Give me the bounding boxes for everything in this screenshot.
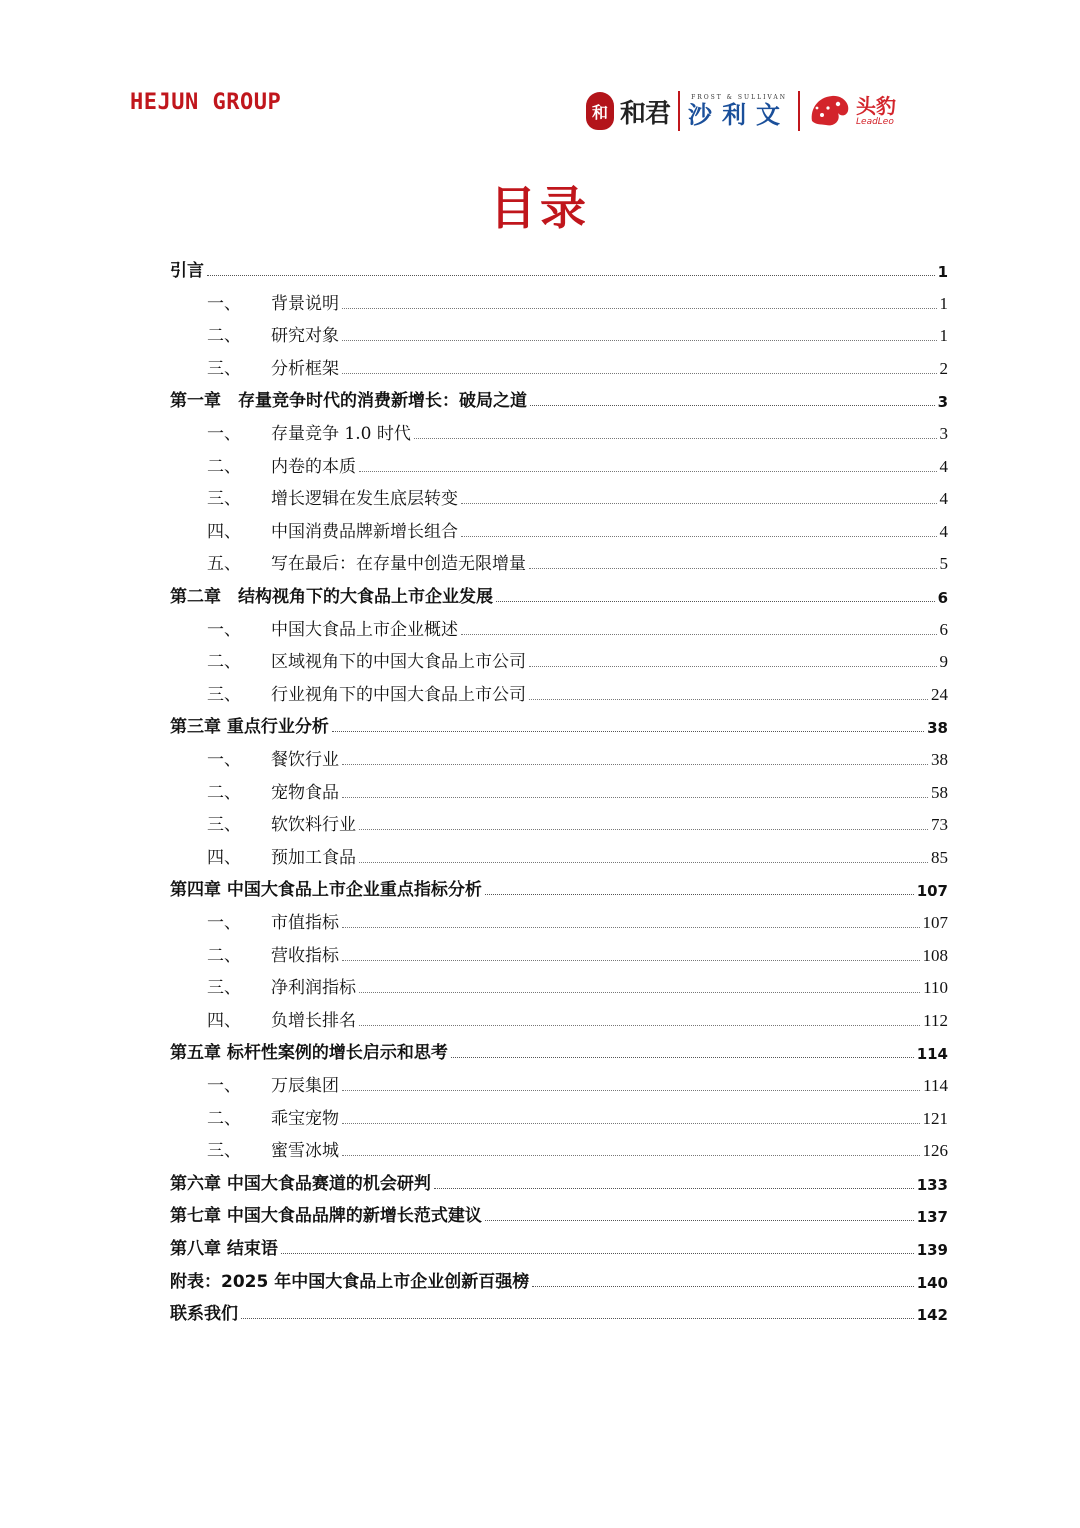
toc-chapter-entry[interactable] <box>170 249 948 281</box>
toc-leader-dots <box>359 828 928 830</box>
frost-logo-en: FROST & SULLIVAN <box>691 93 787 101</box>
toc-page-number: 126 <box>922 1141 948 1161</box>
toc-entry-label: 第三章 重点行业分析 <box>170 717 329 738</box>
toc-entry-number: 二、 <box>207 652 241 673</box>
toc-entry-number: 三、 <box>207 978 241 999</box>
toc-page-number: 108 <box>922 945 948 965</box>
toc-page-number: 121 <box>922 1108 948 1128</box>
toc-entry-number: 二、 <box>207 456 241 477</box>
toc-section-entry[interactable] <box>207 542 948 574</box>
toc-leader-dots <box>359 470 937 472</box>
toc-entry-number: 一、 <box>207 750 241 770</box>
toc-chapter-entry[interactable] <box>170 1292 948 1324</box>
toc-chapter-entry[interactable] <box>170 1031 948 1063</box>
toc-leader-dots <box>342 796 928 798</box>
toc-page-number: 4 <box>939 456 948 476</box>
leadleo-logo <box>808 91 896 131</box>
toc-page-number: 4 <box>939 489 948 509</box>
toc-entry-number: 二、 <box>207 1108 241 1129</box>
toc-page-number: 107 <box>916 882 948 901</box>
toc-entry-label: 宠物食品 <box>271 782 339 803</box>
toc-chapter-entry[interactable] <box>170 1260 948 1292</box>
toc-page-number: 139 <box>916 1241 948 1259</box>
toc-section-entry[interactable] <box>207 445 948 477</box>
toc-leader-dots <box>485 1219 914 1221</box>
toc-chapter-entry[interactable] <box>170 379 948 411</box>
toc-entry-label: 研究对象 <box>271 326 339 347</box>
toc-entry-label: 中国大食品上市企业概述 <box>271 619 458 640</box>
toc-leader-dots <box>342 926 920 928</box>
toc-leader-dots <box>342 307 937 309</box>
toc-section-entry[interactable] <box>207 608 948 640</box>
toc-page-number: 110 <box>923 978 948 998</box>
toc-leader-dots <box>241 1317 914 1319</box>
leadleo-logo-cn: 头豹 <box>856 94 897 118</box>
toc-page-number: 58 <box>931 782 948 802</box>
toc-entry-number: 一、 <box>207 1076 241 1096</box>
logo-divider <box>798 91 800 131</box>
toc-section-entry[interactable] <box>207 347 948 379</box>
toc-section-entry[interactable] <box>207 510 948 542</box>
toc-entry-label: 第八章 结束语 <box>170 1239 278 1259</box>
toc-section-entry[interactable] <box>207 1129 948 1161</box>
toc-section-entry[interactable] <box>207 836 948 868</box>
toc-chapter-entry[interactable] <box>170 868 948 900</box>
toc-leader-dots <box>281 1252 914 1254</box>
toc-entry-number: 三、 <box>207 1141 241 1162</box>
toc-section-entry[interactable] <box>207 803 948 835</box>
toc-section-entry[interactable] <box>207 738 948 770</box>
toc-section-entry[interactable] <box>207 966 948 998</box>
toc-chapter-entry[interactable] <box>170 575 948 607</box>
toc-entry-label: 引言 <box>170 261 204 281</box>
hejun-logo <box>586 92 670 130</box>
toc-entry-label: 营收指标 <box>271 945 339 966</box>
toc-section-entry[interactable] <box>207 282 948 314</box>
toc-entry-label: 区域视角下的中国大食品上市公司 <box>271 652 526 673</box>
toc-entry-label: 第七章 中国大食品品牌的新增长范式建议 <box>170 1206 482 1227</box>
toc-section-entry[interactable] <box>207 477 948 509</box>
toc-chapter-entry[interactable] <box>170 1162 948 1194</box>
toc-page-number: 140 <box>916 1273 948 1292</box>
toc-page-number: 137 <box>916 1208 948 1227</box>
toc-entry-label: 分析框架 <box>271 358 339 379</box>
toc-leader-dots <box>461 535 937 537</box>
header-group-name: HEJUN GROUP <box>130 90 282 115</box>
toc-entry-label: 第一章 存量竞争时代的消费新增长：破局之道 <box>170 391 527 412</box>
toc-entry-label: 中国消费品牌新增长组合 <box>271 521 458 542</box>
toc-leader-dots <box>342 959 920 961</box>
toc-entry-label: 内卷的本质 <box>271 456 356 477</box>
toc-entry-label: 第二章 结构视角下的大食品上市企业发展 <box>170 587 493 607</box>
leopard-icon <box>808 91 852 131</box>
toc-leader-dots <box>529 665 937 667</box>
toc-leader-dots <box>342 763 928 765</box>
toc-page-number: 133 <box>916 1175 948 1194</box>
toc-page-number: 114 <box>916 1045 948 1064</box>
toc-section-entry[interactable] <box>207 999 948 1031</box>
toc-entry-label: 市值指标 <box>271 913 339 933</box>
toc-entry-label: 第六章 中国大食品赛道的机会研判 <box>170 1173 431 1194</box>
toc-page-number: 38 <box>931 750 948 769</box>
toc-entry-label: 预加工食品 <box>271 847 356 868</box>
toc-entry-number: 三、 <box>207 815 241 836</box>
toc-section-entry[interactable] <box>207 1064 948 1096</box>
toc-leader-dots <box>529 567 937 569</box>
toc-leader-dots <box>532 1285 913 1287</box>
toc-entry-label: 存量竞争 1.0 时代 <box>271 424 411 444</box>
toc-page-number: 1 <box>939 293 948 313</box>
toc-section-entry[interactable] <box>207 771 948 803</box>
frost-sullivan-logo <box>688 94 790 129</box>
toc-leader-dots <box>342 339 937 341</box>
toc-entry-number: 三、 <box>207 489 241 510</box>
toc-leader-dots <box>461 502 937 504</box>
toc-leader-dots <box>342 372 937 374</box>
toc-entry-number: 一、 <box>207 424 241 444</box>
toc-entry-number: 二、 <box>207 945 241 966</box>
toc-leader-dots <box>359 991 920 993</box>
toc-entry-number: 五、 <box>207 554 241 575</box>
toc-entry-label: 背景说明 <box>271 293 339 314</box>
logo-divider <box>678 91 680 131</box>
toc-page-number: 9 <box>939 652 948 672</box>
page-title: 目录 <box>490 181 590 235</box>
toc-page-number: 73 <box>931 815 948 835</box>
toc-entry-label: 联系我们 <box>170 1304 238 1325</box>
toc-leader-dots <box>342 1154 920 1156</box>
toc-page-number: 114 <box>923 1076 948 1095</box>
toc-entry-label: 第四章 中国大食品上市企业重点指标分析 <box>170 880 482 901</box>
toc-page-number: 1 <box>937 263 948 281</box>
toc-leader-dots <box>496 600 935 602</box>
toc-entry-label: 净利润指标 <box>271 978 356 999</box>
toc-leader-dots <box>451 1056 914 1058</box>
toc-leader-dots <box>332 730 924 732</box>
toc-page-number: 24 <box>931 684 948 704</box>
toc-leader-dots <box>359 1024 920 1026</box>
toc-entry-label: 蜜雪冰城 <box>271 1141 339 1162</box>
toc-entry-number: 四、 <box>207 1010 241 1031</box>
partner-logos <box>586 86 948 136</box>
toc-page-number: 6 <box>937 589 948 607</box>
toc-leader-dots <box>485 893 914 895</box>
toc-section-entry[interactable] <box>207 1097 948 1129</box>
toc-page-number: 5 <box>939 554 948 574</box>
toc-chapter-entry[interactable] <box>170 1227 948 1259</box>
hejun-seal-icon: 和 <box>586 92 614 130</box>
toc-leader-dots <box>434 1187 914 1189</box>
toc-entry-number: 三、 <box>207 358 241 379</box>
toc-page-number: 1 <box>939 326 948 346</box>
toc-leader-dots <box>207 274 935 276</box>
toc-section-entry[interactable] <box>207 901 948 933</box>
toc-chapter-entry[interactable] <box>170 705 948 737</box>
toc-entry-label: 写在最后：在存量中创造无限增量 <box>271 554 526 575</box>
frost-logo-cn: 沙利文 <box>688 100 791 129</box>
toc-entry-label: 软饮料行业 <box>271 815 356 836</box>
leadleo-logo-en: LeadLeo <box>856 117 894 127</box>
toc-section-entry[interactable] <box>207 412 948 444</box>
toc-section-entry[interactable] <box>207 314 948 346</box>
toc-page-number: 85 <box>931 847 948 867</box>
toc-entry-number: 四、 <box>207 521 241 542</box>
toc-leader-dots <box>461 633 937 635</box>
toc-entry-number: 四、 <box>207 847 241 868</box>
hejun-logo-text: 和君 <box>620 98 671 129</box>
toc-entry-label: 万辰集团 <box>271 1076 339 1096</box>
toc-page-number: 6 <box>939 619 948 639</box>
toc-page-number: 107 <box>922 913 948 932</box>
toc-page-number: 38 <box>927 719 948 738</box>
toc-section-entry[interactable] <box>207 673 948 705</box>
toc-entry-number: 一、 <box>207 293 241 314</box>
toc-page-number: 2 <box>939 358 948 378</box>
toc-chapter-entry[interactable] <box>170 1194 948 1226</box>
toc-entry-label: 乖宝宠物 <box>271 1108 339 1129</box>
toc-page-number: 112 <box>923 1010 948 1030</box>
toc-entry-label: 行业视角下的中国大食品上市公司 <box>271 684 526 705</box>
toc-page-number: 3 <box>939 424 948 443</box>
toc-leader-dots <box>342 1089 920 1091</box>
toc-page-number: 3 <box>937 393 948 412</box>
toc-entry-label: 附表：2025 年中国大食品上市企业创新百强榜 <box>170 1271 530 1292</box>
toc-page-number: 4 <box>939 521 948 541</box>
toc-leader-dots <box>342 1122 920 1124</box>
toc-section-entry[interactable] <box>207 934 948 966</box>
toc-page-number: 142 <box>916 1306 948 1325</box>
toc-entry-label: 第五章 标杆性案例的增长启示和思考 <box>170 1043 448 1064</box>
toc-entry-number: 一、 <box>207 619 241 640</box>
toc-entry-label: 增长逻辑在发生底层转变 <box>271 489 458 510</box>
toc-entry-number: 二、 <box>207 782 241 803</box>
toc-leader-dots <box>359 861 928 863</box>
toc-entry-label: 负增长排名 <box>271 1010 356 1031</box>
toc-entry-number: 三、 <box>207 684 241 705</box>
toc-entry-label: 餐饮行业 <box>271 750 339 770</box>
toc-leader-dots <box>530 404 935 406</box>
toc-entry-number: 一、 <box>207 913 241 933</box>
toc-entry-number: 二、 <box>207 326 241 347</box>
toc-section-entry[interactable] <box>207 640 948 672</box>
toc-leader-dots <box>414 437 937 439</box>
toc-leader-dots <box>529 698 928 700</box>
